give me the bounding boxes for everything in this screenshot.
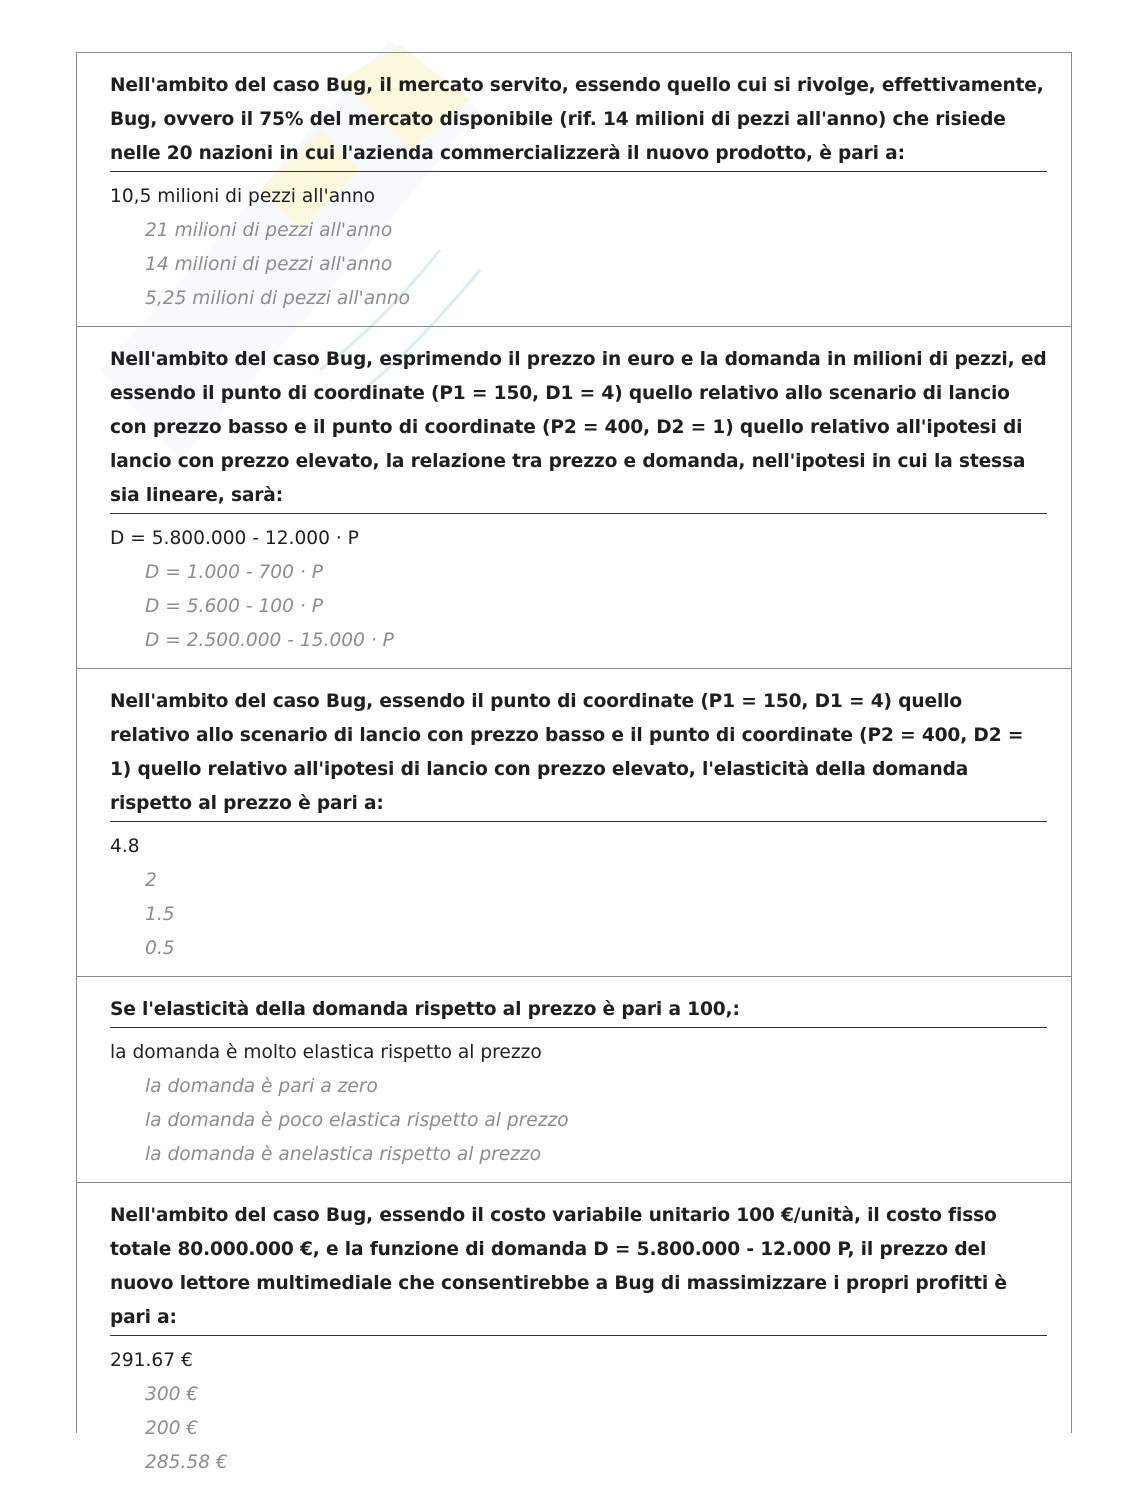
wrong-answer: 14 milioni di pezzi all'anno <box>145 254 393 275</box>
question-text: Se l'elasticità della domanda rispetto al prezzo è pari a 100,: <box>110 993 1047 1028</box>
wrong-answer: 5,25 milioni di pezzi all'anno <box>145 288 411 309</box>
correct-answer: D = 5.800.000 - 12.000 · P <box>110 528 359 549</box>
question-block <box>77 327 1071 669</box>
wrong-answer: 200 € <box>145 1418 199 1439</box>
question-block <box>77 669 1071 977</box>
wrong-answer: 0.5 <box>145 938 175 959</box>
wrong-answer: 2 <box>145 870 157 891</box>
wrong-answer: la domanda è anelastica rispetto al prezzo <box>145 1144 542 1165</box>
quiz-container <box>76 52 1072 1473</box>
correct-answer: 4.8 <box>110 836 140 857</box>
correct-answer: 291.67 € <box>110 1350 193 1371</box>
wrong-answer: D = 5.600 - 100 · P <box>145 596 323 617</box>
wrong-answer: la domanda è pari a zero <box>145 1076 378 1097</box>
question-block <box>77 53 1071 327</box>
wrong-answer: 300 € <box>145 1384 199 1405</box>
correct-answer: la domanda è molto elastica rispetto al prezzo <box>110 1042 542 1063</box>
question-block <box>77 1183 1071 1490</box>
question-text: Nell'ambito del caso Bug, esprimendo il prezzo in euro e la domanda in milioni di pezzi, ed essendo il punto di coordinate (P1 = 150, D1 = 4) quello relativo allo scenario di lancio con prezzo basso e il punto di coordinate (P2 = 400, D2 = 1) quello relativo all'ipotesi di lancio con prezzo elevato, la relazione tra prezzo e domanda, nell'ipotesi in cui la stessa sia lineare, sarà: <box>110 343 1047 514</box>
wrong-answer: la domanda è poco elastica rispetto al prezzo <box>145 1110 569 1131</box>
correct-answer: 10,5 milioni di pezzi all'anno <box>110 186 376 207</box>
question-text: Nell'ambito del caso Bug, essendo il punto di coordinate (P1 = 150, D1 = 4) quello relativo allo scenario di lancio con prezzo basso e il punto di coordinate (P2 = 400, D2 = 1) quello relativo all'ipotesi di lancio con prezzo elevato, l'elasticità della domanda rispetto al prezzo è pari a: <box>110 685 1047 822</box>
question-block <box>77 977 1071 1183</box>
wrong-answer: D = 2.500.000 - 15.000 · P <box>145 630 394 651</box>
question-text: Nell'ambito del caso Bug, essendo il costo variabile unitario 100 €/unità, il costo fisso totale 80.000.000 €, e la funzione di domanda D = 5.800.000 - 12.000 P, il prezzo del nuovo lettore multimediale che consentirebbe a Bug di massimizzare i propri profitti è pari a: <box>110 1199 1047 1336</box>
question-text: Nell'ambito del caso Bug, il mercato servito, essendo quello cui si rivolge, effettivamente, Bug, ovvero il 75% del mercato disponibile (rif. 14 milioni di pezzi all'anno) che risiede nelle 20 nazioni in cui l'azienda commercializzerà il nuovo prodotto, è pari a: <box>110 69 1047 172</box>
wrong-answer: 1.5 <box>145 904 175 925</box>
wrong-answer: D = 1.000 - 700 · P <box>145 562 323 583</box>
wrong-answer: 21 milioni di pezzi all'anno <box>145 220 393 241</box>
wrong-answer: 285.58 € <box>145 1452 228 1473</box>
